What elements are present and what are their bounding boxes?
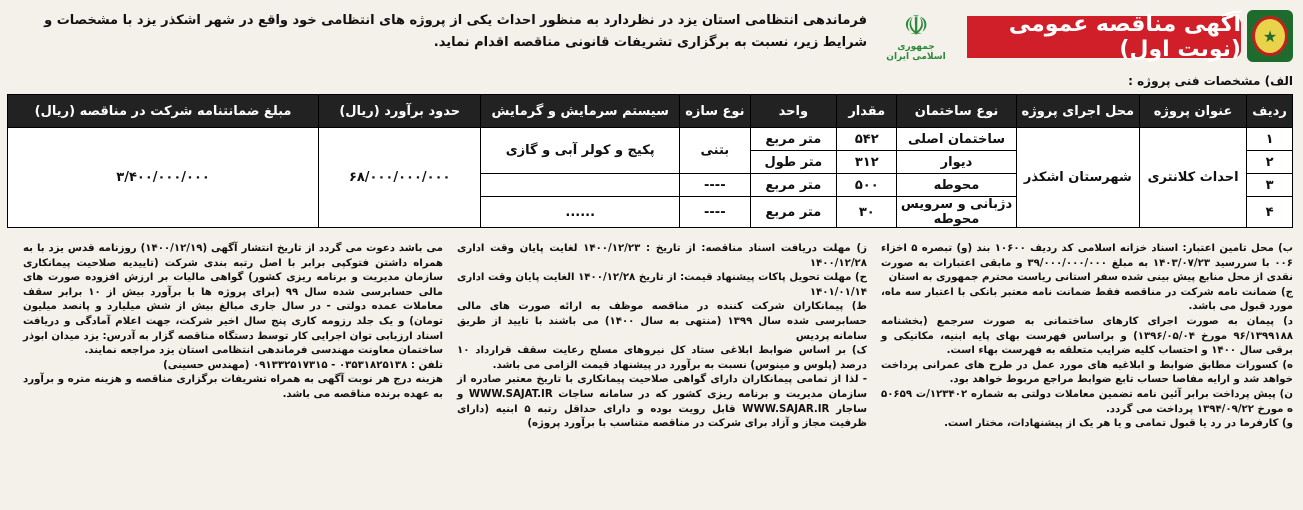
term-paragraph: هزینه درج هر نوبت آگهی به همراه تشریفات برگزاری مناقصه و هزینه متره و برآورد به عهده برنده مناقصه می باشد. <box>23 374 443 400</box>
quantity: ۵۰۰ <box>837 174 897 197</box>
unit: متر طول <box>750 151 837 174</box>
tender-notice <box>4 4 1297 504</box>
term-paragraph: ه) کسورات مطابق ضوابط و ابلاغیه های مورد عمل در طرح های عمرانی پرداخت خواهد شد و ارایه مفاصا حساب تابع ضوابط مراجع مربوط خواهد بود. <box>881 359 1293 386</box>
project-spec-table <box>7 94 1293 228</box>
col-header: واحد <box>750 95 837 128</box>
notice-title: آگهی مناقصه عمومی (نوبت اول) <box>967 16 1241 58</box>
col-header: نوع ساختمان <box>897 95 1016 128</box>
row-index: ۱ <box>1247 128 1293 151</box>
table-row <box>8 128 1293 151</box>
unit: متر مربع <box>750 128 837 151</box>
hvac-system: پکیج و کولر آبی و گازی <box>481 128 680 174</box>
col-header: حدود برآورد (ریال) <box>319 95 481 128</box>
quantity: ۳۱۲ <box>837 151 897 174</box>
row-index: ۴ <box>1247 197 1293 228</box>
col-header: مقدار <box>837 95 897 128</box>
notice-header <box>4 4 1297 92</box>
term-paragraph: ک) بر اساس ضوابط ابلاغی ستاد کل نیروهای مسلح رعایت سقف قرارداد ۱۰ درصد (پلوس و مینوس) نسبت به برآورد در پیشنهاد قیمت الزامی می باشد. <box>457 345 867 371</box>
col-header: ردیف <box>1247 95 1293 128</box>
project-location: شهرستان اشکذر <box>1016 128 1139 228</box>
terms-column-right <box>881 242 1293 500</box>
terms-section <box>7 242 1293 500</box>
contact-phone: تلفن : ۰۳۵۳۱۸۲۵۱۳۸ - ۰۹۱۳۳۲۵۱۷۳۱۵ (مهندس حسینی) <box>163 359 443 371</box>
term-paragraph: ب) محل تامین اعتبار: اسناد خزانه اسلامی کد ردیف ۱۰۶۰۰ بند (و) تبصره ۵ اخزاء ۰۰۶ با سررسید ۱۴۰۳/۰۷/۲۳ به مبلغ ۳۹/۰۰۰/۰۰۰/۰۰۰ و مابقی اعتبارات به صورت نقدی از محل منابع پیش بینی شده سفر استانی ریاست محترم جمهوری به استان <box>881 243 1293 284</box>
estimate-value: ۶۸/۰۰۰/۰۰۰/۰۰۰ <box>319 128 481 228</box>
col-header: مبلغ ضمانتنامه شرکت در مناقصه (ریال) <box>8 95 319 128</box>
term-paragraph: ز) مهلت دریافت اسناد مناقصه: از تاریخ : ۱۴۰۰/۱۲/۲۳ لغایت پایان وقت اداری ۱۴۰۰/۱۲/۲۸ <box>457 243 867 269</box>
col-header: سیستم سرمایش و گرمایش <box>481 95 680 128</box>
iran-logo <box>881 10 951 66</box>
hvac-system: ...... <box>481 197 680 228</box>
section-label: الف) مشخصات فنی پروژه : <box>1128 74 1293 88</box>
structure-type: ---- <box>680 174 750 197</box>
term-paragraph: ط) پیمانکاران شرکت کننده در مناقصه موظف به ارائه صورت های مالی حسابرسی شده سال ۱۳۹۹ (منتهی به سال ۱۴۰۰) می باشند با تایید از طریق سامانه پردیس <box>457 301 868 342</box>
unit: متر مربع <box>750 197 837 228</box>
bond-value: ۳/۴۰۰/۰۰۰/۰۰۰ <box>8 128 319 228</box>
row-index: ۳ <box>1247 174 1293 197</box>
term-paragraph: و) کارفرما در رد یا قبول تمامی و یا هر یک از پیشنهادات، مختار است. <box>944 418 1293 430</box>
police-emblem-icon: ★ <box>1247 10 1293 62</box>
structure-type: ---- <box>680 197 750 228</box>
building-type: محوطه <box>897 174 1016 197</box>
building-type: دیوار <box>897 151 1016 174</box>
hvac-system <box>481 174 680 197</box>
iran-emblem-icon: ☫ <box>903 9 929 42</box>
term-paragraph: ج) ضمانت نامه شرکت در مناقصه فقط ضمانت نامه معتبر بانکی با اعتبار سه ماه، مورد قبول می باشد. <box>881 286 1293 313</box>
term-paragraph: د) پیمان به صورت اجرای کارهای ساختمانی به صورت سرجمع (بخشنامه ۹۶/۱۳۹۹۱۸۸ مورخ ۱۳۹۶/۰۵/۰۴) و براساس فهرست بهای پایه ابنیه، مکانیکی و برقی سال ۱۴۰۰ و احتساب کلیه ضرایب متعلقه به فهرست بهاء است. <box>881 315 1294 357</box>
building-type: ساختمان اصلی <box>897 128 1016 151</box>
project-title: احداث کلانتری <box>1140 128 1247 228</box>
table-header-row <box>8 95 1293 128</box>
unit: متر مربع <box>750 174 837 197</box>
intro-text: فرماندهی انتظامی استان یزد در نظردارد به منظور احداث یکی از پروژه های انتظامی خود واقع در شهر اشکذر یزد با مشخصات و شرایط زیر، نسبت به برگزاری تشریفات قانونی مناقصه اقدام نماید. <box>44 13 867 50</box>
term-paragraph: می باشد دعوت می گردد از تاریخ انتشار آگهی (۱۴۰۰/۱۲/۱۹) روزنامه قدس یزد با به همراه داشتن فتوکپی برابر با اصل رتبه بندی شرکت (تاییدیه صلاحیت پیمانکاری سازمان مدیریت و برنامه ریزی کشور) گواهی مالیات بر ارزش افزوده صورت های مالی حسابرسی شده سال ۹۹ (برای پروژه ها با برآورد بیش از ۱۰ برابر سقف معاملات عمده دولتی - در سال جاری مبالغ بیش از شش میلیارد و پانصد میلیون تومان) و یک جلد رزومه کاری پنج سال اخیر شرکت، جهت اعلام آمادگی و دریافت اسناد ارزیابی توان اجرایی کار توسط دستگاه مناقصه گزار به آدرس: یزد میدان ابوذر ساختمان معاونت مهندسی فرماندهی انتظامی استان یزد مراجعه نمایند. <box>23 243 443 357</box>
structure-type: بتنی <box>680 128 750 174</box>
quantity: ۵۴۲ <box>837 128 897 151</box>
col-header: عنوان پروژه <box>1140 95 1247 128</box>
term-paragraph: ن) پیش پرداخت برابر آئین نامه تضمین معاملات دولتی به شماره ۱۲۳۴۰۲/ت ۵۰۶۵۹ ه مورخ ۱۳۹۴/۰۹/۲۲ پرداخت می گردد. <box>881 388 1293 415</box>
col-header: نوع سازه <box>680 95 750 128</box>
terms-column-left <box>23 242 443 500</box>
row-index: ۲ <box>1247 151 1293 174</box>
terms-column-middle <box>457 242 867 500</box>
term-paragraph: - لذا از تمامی پیمانکاران دارای گواهی صلاحیت پیمانکاری با تاریخ معتبر صادره از سازمان مدیریت و برنامه ریزی کشور که در سامانه ساجات WWW.SAJAT.IR و ساجار WWW.SAJAR.IR قابل رویت بوده و دارای حداقل رتبه ۵ ابنیه (دارای ظرفیت مجاز و آزاد برای شرکت در مناقصه متناسب با برآورد پروژه) <box>457 374 867 430</box>
quantity: ۳۰ <box>837 197 897 228</box>
col-header: محل اجرای پروژه <box>1016 95 1139 128</box>
term-paragraph: ح) مهلت تحویل پاکات پیشنهاد قیمت: از تاریخ ۱۴۰۰/۱۲/۲۸ الغایت پایان وقت اداری ۱۴۰۱/۰۱/۱۴ <box>457 272 867 298</box>
building-type: دژبانی و سرویس محوطه <box>897 197 1016 228</box>
iran-logo-text: جمهوری اسلامی ایران <box>886 42 946 62</box>
